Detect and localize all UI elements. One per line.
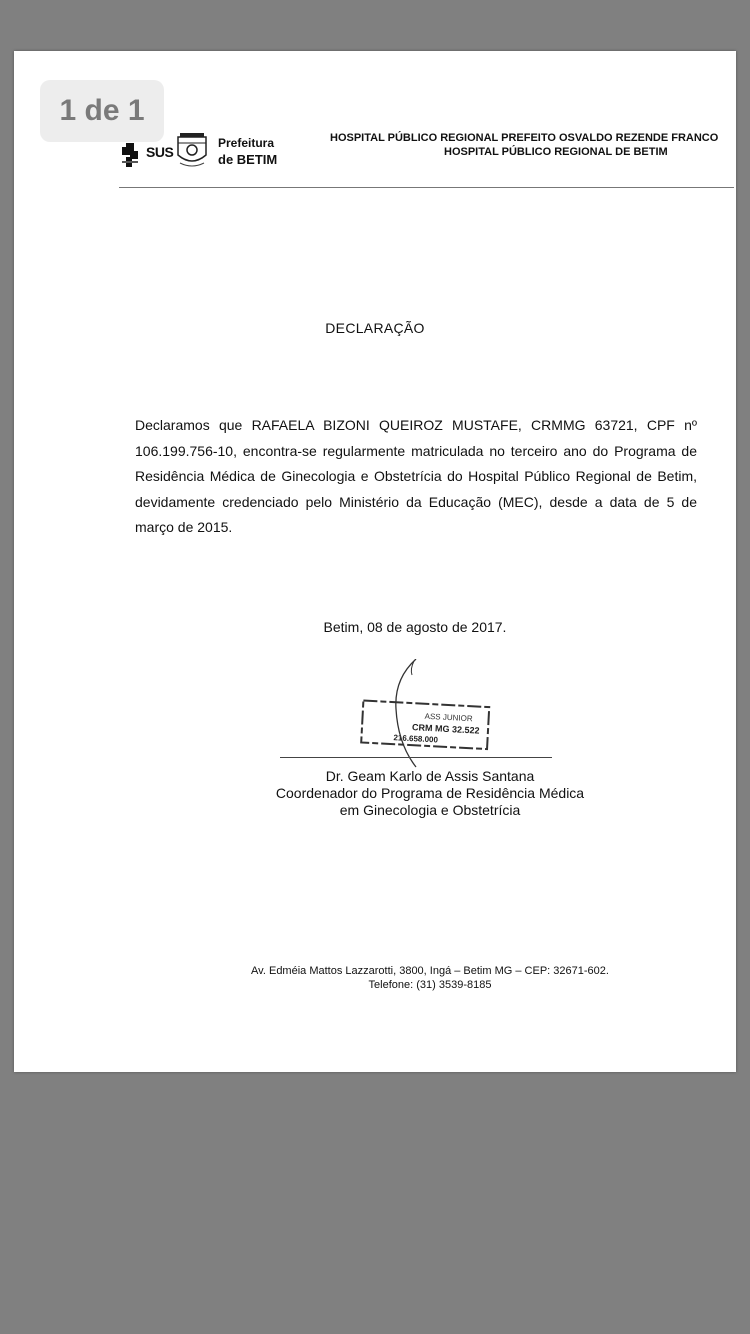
prefeitura-label: Prefeitura	[218, 136, 275, 150]
header-divider	[119, 187, 734, 188]
betim-crest-icon	[174, 131, 210, 169]
document-title: DECLARAÇÃO	[325, 320, 425, 336]
footer-phone: Telefone: (31) 3539-8185	[368, 979, 492, 991]
hospital-name-short: HOSPITAL PÚBLICO REGIONAL DE BETIM	[444, 146, 668, 158]
page-counter-badge: 1 de 1	[40, 80, 164, 142]
sus-label: SUS	[146, 144, 174, 160]
signatory-name: Dr. Geam Karlo de Assis Santana	[325, 768, 535, 784]
stamp-line-2: CRM MG 32.522	[411, 722, 480, 736]
stamp-line-1: ASS JUNIOR	[424, 711, 473, 724]
hospital-name-full: HOSPITAL PÚBLICO REGIONAL PREFEITO OSVALDO REZENDE FRANCO	[330, 132, 719, 144]
signatory-role-line-1: Coordenador do Programa de Residência Médica	[275, 785, 585, 801]
document-page	[14, 51, 736, 1072]
date-line: Betim, 08 de agosto de 2017.	[323, 619, 507, 635]
declaration-body: Declaramos que RAFAELA BIZONI QUEIROZ MUSTAFE, CRMMG 63721, CPF nº 106.199.756-10, encontra-se regularmente matriculada no terceiro ano do Programa de Residência Médica de Ginecologia e Obstetrícia do Hospital Público Regional de Betim, devidamente credenciado pelo Ministério da Educação (MEC), desde a data de 5 de março de 2015.	[135, 417, 697, 536]
signatory-role-line-2: em Ginecologia e Obstetrícia	[339, 802, 521, 818]
footer-address: Av. Edméia Mattos Lazzarotti, 3800, Ingá – Betim MG – CEP: 32671-602.	[251, 965, 609, 977]
signature-line	[280, 757, 552, 758]
betim-label: de BETIM	[218, 152, 278, 167]
signature-stamp	[354, 659, 504, 769]
stamp-line-3: 216.658.000	[393, 733, 439, 745]
